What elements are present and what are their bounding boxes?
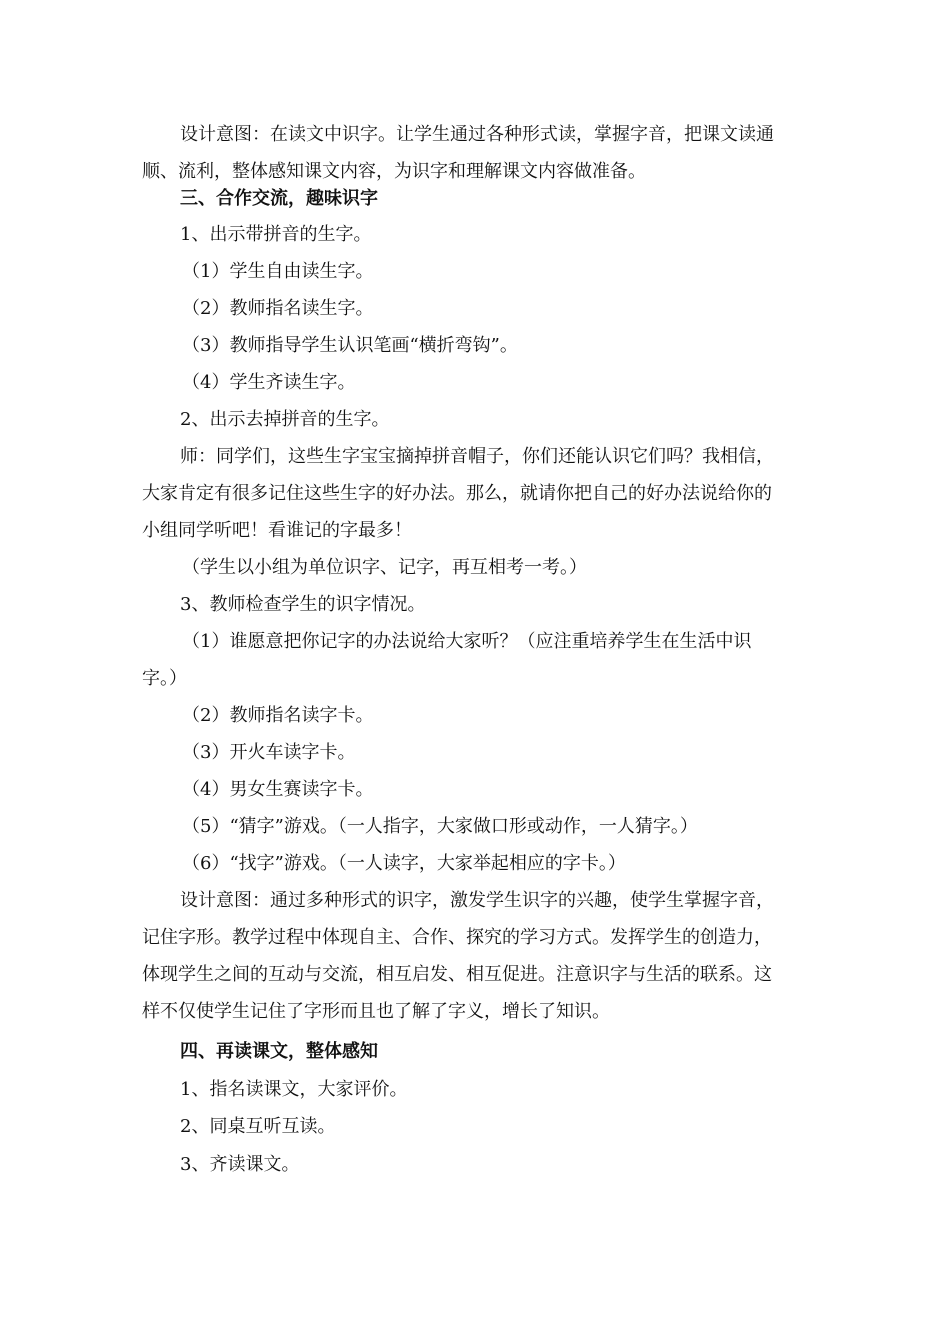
text-line: 记住字形。教学过程中体现自主、合作、探究的学习方式。发挥学生的创造力，: [142, 927, 772, 948]
text-line: 顺、流利，整体感知课文内容，为识字和理解课文内容做准备。: [142, 161, 646, 182]
section-heading-4: 四、再读课文，整体感知: [180, 1041, 378, 1062]
sub-step-3-2: （2）教师指名读字卡。: [182, 705, 374, 726]
design-intent-paragraph-1: [142, 116, 812, 190]
step-3: 3、教师检查学生的识字情况。: [180, 594, 426, 615]
sub-step-1-1: （1）学生自由读生字。: [182, 261, 374, 282]
sub-step-3-3: （3）开火车读字卡。: [182, 742, 356, 763]
step-1: 1、出示带拼音的生字。: [180, 224, 372, 245]
text-line: 样不仅使学生记住了字形而且也了解了字义，增长了知识。: [142, 1001, 610, 1022]
teacher-speech-paragraph: [142, 438, 812, 549]
text-line: 大家肯定有很多记住这些生字的好办法。那么，就请你把自己的好办法说给你的: [142, 483, 772, 504]
sub-step-3-6: （6）“找字”游戏。（一人读字，大家举起相应的字卡。）: [182, 853, 626, 874]
step-4-3: 3、齐读课文。: [180, 1154, 300, 1175]
text-line: 体现学生之间的互动与交流，相互启发、相互促进。注意识字与生活的联系。这: [142, 964, 772, 985]
text-line: 字。）: [142, 668, 187, 689]
section-heading-3: 三、合作交流，趣味识字: [180, 188, 378, 209]
step-4-1: 1、指名读课文，大家评价。: [180, 1079, 408, 1100]
sub-step-1-2: （2）教师指名读生字。: [182, 298, 374, 319]
step-4-2: 2、同桌互听互读。: [180, 1116, 336, 1137]
design-intent-paragraph-2: [142, 882, 812, 1030]
student-activity-note: （学生以小组为单位识字、记字，再互相考一考。）: [182, 557, 587, 578]
sub-step-1-4: （4）学生齐读生字。: [182, 372, 356, 393]
step-2: 2、出示去掉拼音的生字。: [180, 409, 390, 430]
text-line: （1）谁愿意把你记字的办法说给大家听？（应注重培养学生在生活中识: [182, 631, 752, 652]
sub-step-3-4: （4）男女生赛读字卡。: [182, 779, 374, 800]
sub-step-3-5: （5）“猜字”游戏。（一人指字，大家做口形或动作，一人猜字。）: [182, 816, 698, 837]
text-line: 小组同学听吧！看谁记的字最多！: [142, 520, 412, 541]
text-line: 设计意图：在读文中识字。让学生通过各种形式读，掌握字音，把课文读通: [180, 124, 774, 145]
text-line: 师：同学们，这些生字宝宝摘掉拼音帽子，你们还能认识它们吗？我相信，: [180, 446, 774, 467]
sub-step-3-1: [142, 623, 812, 697]
sub-step-1-3: （3）教师指导学生认识笔画“横折弯钩”。: [182, 335, 518, 356]
text-line: 设计意图：通过多种形式的识字，激发学生识字的兴趣，使学生掌握字音，: [180, 890, 774, 911]
